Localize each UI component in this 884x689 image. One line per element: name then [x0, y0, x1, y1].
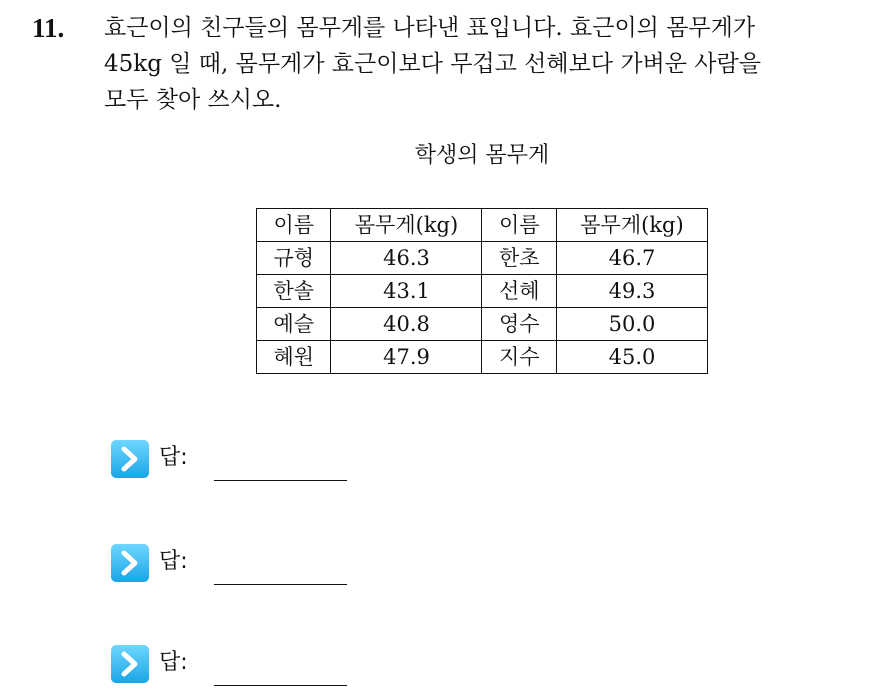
cell-weight: 45.0 — [556, 341, 707, 374]
chevron-right-icon — [111, 645, 149, 683]
question-number: 11. — [32, 13, 65, 43]
cell-name: 예슬 — [257, 308, 331, 341]
cell-name: 선혜 — [482, 275, 556, 308]
cell-weight: 43.1 — [331, 275, 482, 308]
weight-table — [256, 208, 708, 374]
cell-name: 지수 — [482, 341, 556, 374]
table-row — [257, 242, 708, 275]
question-line: 45kg 일 때, 몸무게가 효근이보다 무겁고 선혜보다 가벼운 사람을 — [104, 51, 761, 77]
cell-name: 한초 — [482, 242, 556, 275]
cell-name: 한솔 — [257, 275, 331, 308]
table-title: 학생의 몸무게 — [414, 143, 550, 168]
chevron-right-icon — [111, 544, 149, 582]
table-header-row — [257, 209, 708, 242]
answer-blank[interactable] — [214, 584, 347, 585]
table-row — [257, 341, 708, 374]
header-weight: 몸무게(kg) — [556, 209, 707, 242]
chevron-right-icon — [111, 440, 149, 478]
cell-weight: 47.9 — [331, 341, 482, 374]
question-line: 모두 찾아 쓰시오. — [104, 87, 282, 113]
table-row — [257, 308, 708, 341]
answer-label: 답: — [159, 549, 188, 574]
header-weight: 몸무게(kg) — [331, 209, 482, 242]
question-line: 효근이의 친구들의 몸무게를 나타낸 표입니다. 효근이의 몸무게가 — [104, 15, 756, 41]
cell-name: 규형 — [257, 242, 331, 275]
cell-weight: 49.3 — [556, 275, 707, 308]
question-text — [104, 10, 874, 118]
cell-name: 혜원 — [257, 341, 331, 374]
answer-blank[interactable] — [214, 480, 347, 481]
cell-weight: 46.7 — [556, 242, 707, 275]
table-row — [257, 275, 708, 308]
answer-blank[interactable] — [214, 685, 347, 686]
header-name: 이름 — [482, 209, 556, 242]
answer-label: 답: — [159, 445, 188, 470]
answer-label: 답: — [159, 650, 188, 675]
cell-name: 영수 — [482, 308, 556, 341]
cell-weight: 46.3 — [331, 242, 482, 275]
cell-weight: 50.0 — [556, 308, 707, 341]
header-name: 이름 — [257, 209, 331, 242]
cell-weight: 40.8 — [331, 308, 482, 341]
